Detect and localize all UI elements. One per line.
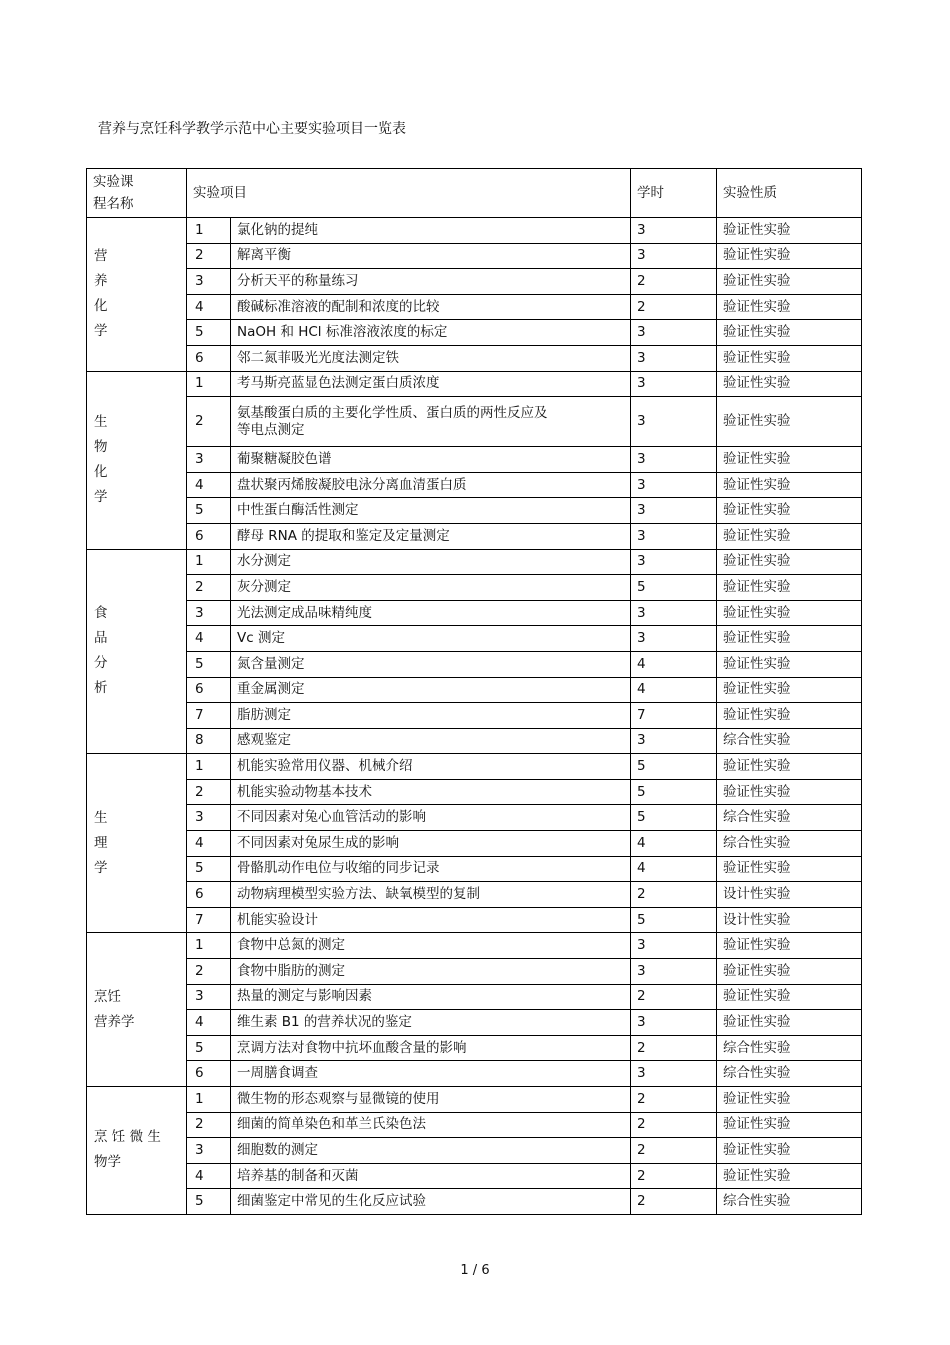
item-name-cell: 细菌鉴定中常见的生化反应试验 <box>231 1189 631 1215</box>
nature-cell: 验证性实验 <box>717 294 862 320</box>
course-name-cell: 生 理 学 <box>87 754 187 933</box>
table-row <box>87 1138 862 1164</box>
header-nature: 实验性质 <box>717 169 862 218</box>
document-title: 营养与烹饪科学教学示范中心主要实验项目一览表 <box>98 121 406 137</box>
table-row <box>87 320 862 346</box>
table-row <box>87 1112 862 1138</box>
course-name-cell: 烹饪 营养学 <box>87 933 187 1087</box>
table-row <box>87 728 862 754</box>
item-name-cell: 感观鉴定 <box>231 728 631 754</box>
nature-cell: 设计性实验 <box>717 882 862 908</box>
item-number-cell: 3 <box>187 805 231 831</box>
item-number-cell: 6 <box>187 677 231 703</box>
item-number-cell: 2 <box>187 779 231 805</box>
hours-cell: 3 <box>631 218 717 244</box>
item-name-cell: 机能实验动物基本技术 <box>231 779 631 805</box>
item-name-cell: 氯化钠的提纯 <box>231 218 631 244</box>
item-number-cell: 2 <box>187 397 231 447</box>
header-course: 实验课 程名称 <box>87 169 187 218</box>
item-name-cell: 细胞数的测定 <box>231 1138 631 1164</box>
hours-cell: 5 <box>631 575 717 601</box>
item-name-cell: 不同因素对兔心血管活动的影响 <box>231 805 631 831</box>
table-body <box>87 169 862 1215</box>
nature-cell: 验证性实验 <box>717 549 862 575</box>
table-row <box>87 831 862 857</box>
nature-cell: 综合性实验 <box>717 728 862 754</box>
table-row <box>87 754 862 780</box>
table-row <box>87 933 862 959</box>
hours-cell: 3 <box>631 243 717 269</box>
item-number-cell: 1 <box>187 933 231 959</box>
nature-cell: 验证性实验 <box>717 397 862 447</box>
table-row <box>87 397 862 447</box>
hours-cell: 3 <box>631 320 717 346</box>
hours-cell: 3 <box>631 626 717 652</box>
hours-cell: 3 <box>631 523 717 549</box>
item-number-cell: 6 <box>187 1061 231 1087</box>
item-name-cell: 脂肪测定 <box>231 703 631 729</box>
table-header-row <box>87 169 862 218</box>
hours-cell: 7 <box>631 703 717 729</box>
hours-cell: 2 <box>631 1138 717 1164</box>
nature-cell: 验证性实验 <box>717 600 862 626</box>
item-name-cell: 中性蛋白酶活性测定 <box>231 498 631 524</box>
table-row <box>87 856 862 882</box>
item-name-cell: 盘状聚丙烯胺凝胶电泳分离血清蛋白质 <box>231 472 631 498</box>
nature-cell: 验证性实验 <box>717 959 862 985</box>
hours-cell: 5 <box>631 754 717 780</box>
nature-cell: 验证性实验 <box>717 320 862 346</box>
hours-cell: 3 <box>631 345 717 371</box>
item-name-cell: 细菌的简单染色和革兰氏染色法 <box>231 1112 631 1138</box>
nature-cell: 验证性实验 <box>717 1112 862 1138</box>
item-number-cell: 4 <box>187 294 231 320</box>
item-number-cell: 5 <box>187 1189 231 1215</box>
item-name-cell: 分析天平的称量练习 <box>231 269 631 295</box>
item-number-cell: 5 <box>187 320 231 346</box>
nature-cell: 验证性实验 <box>717 933 862 959</box>
item-number-cell: 5 <box>187 1035 231 1061</box>
hours-cell: 3 <box>631 933 717 959</box>
hours-cell: 2 <box>631 1112 717 1138</box>
header-hours: 学时 <box>631 169 717 218</box>
hours-cell: 5 <box>631 805 717 831</box>
nature-cell: 验证性实验 <box>717 371 862 397</box>
table-row <box>87 1189 862 1215</box>
hours-cell: 2 <box>631 269 717 295</box>
page-number: 1 / 6 <box>460 1263 490 1278</box>
hours-cell: 2 <box>631 1087 717 1113</box>
hours-cell: 2 <box>631 294 717 320</box>
table-row <box>87 1061 862 1087</box>
item-number-cell: 8 <box>187 728 231 754</box>
experiment-table <box>86 168 862 1215</box>
course-name-cell: 食 品 分 析 <box>87 549 187 754</box>
table-row <box>87 984 862 1010</box>
table-row <box>87 703 862 729</box>
item-number-cell: 3 <box>187 1138 231 1164</box>
item-number-cell: 1 <box>187 549 231 575</box>
hours-cell: 4 <box>631 651 717 677</box>
item-name-cell: 解离平衡 <box>231 243 631 269</box>
item-number-cell: 7 <box>187 907 231 933</box>
item-name-cell: 机能实验设计 <box>231 907 631 933</box>
item-name-cell: 骨骼肌动作电位与收缩的同步记录 <box>231 856 631 882</box>
item-name-cell: 食物中脂肪的测定 <box>231 959 631 985</box>
hours-cell: 3 <box>631 728 717 754</box>
nature-cell: 验证性实验 <box>717 269 862 295</box>
item-number-cell: 4 <box>187 472 231 498</box>
course-name-cell: 营 养 化 学 <box>87 218 187 372</box>
item-name-cell: 不同因素对兔尿生成的影响 <box>231 831 631 857</box>
item-number-cell: 3 <box>187 447 231 473</box>
nature-cell: 综合性实验 <box>717 1061 862 1087</box>
table-row <box>87 805 862 831</box>
table-row <box>87 218 862 244</box>
table-row <box>87 1035 862 1061</box>
hours-cell: 3 <box>631 371 717 397</box>
nature-cell: 验证性实验 <box>717 703 862 729</box>
course-name-cell: 烹 饪 微 生 物学 <box>87 1087 187 1215</box>
table-row <box>87 959 862 985</box>
item-name-cell: 葡聚糖凝胶色谱 <box>231 447 631 473</box>
nature-cell: 综合性实验 <box>717 831 862 857</box>
nature-cell: 验证性实验 <box>717 677 862 703</box>
item-number-cell: 6 <box>187 345 231 371</box>
nature-cell: 综合性实验 <box>717 1189 862 1215</box>
table-row <box>87 371 862 397</box>
table-row <box>87 523 862 549</box>
item-name-cell: 灰分测定 <box>231 575 631 601</box>
table-row <box>87 269 862 295</box>
table-row <box>87 882 862 908</box>
item-number-cell: 2 <box>187 243 231 269</box>
table-row <box>87 549 862 575</box>
nature-cell: 验证性实验 <box>717 1087 862 1113</box>
table-row <box>87 294 862 320</box>
nature-cell: 验证性实验 <box>717 779 862 805</box>
item-name-cell: 水分测定 <box>231 549 631 575</box>
hours-cell: 2 <box>631 1189 717 1215</box>
nature-cell: 验证性实验 <box>717 575 862 601</box>
hours-cell: 2 <box>631 984 717 1010</box>
hours-cell: 2 <box>631 1163 717 1189</box>
item-number-cell: 5 <box>187 856 231 882</box>
hours-cell: 3 <box>631 498 717 524</box>
item-name-cell: 酵母 RNA 的提取和鉴定及定量测定 <box>231 523 631 549</box>
item-number-cell: 2 <box>187 575 231 601</box>
item-name-cell: 氨基酸蛋白质的主要化学性质、蛋白质的两性反应及 等电点测定 <box>231 397 631 447</box>
nature-cell: 验证性实验 <box>717 523 862 549</box>
item-name-cell: 动物病理模型实验方法、缺氧模型的复制 <box>231 882 631 908</box>
nature-cell: 验证性实验 <box>717 1163 862 1189</box>
nature-cell: 验证性实验 <box>717 498 862 524</box>
item-name-cell: 培养基的制备和灭菌 <box>231 1163 631 1189</box>
table-row <box>87 677 862 703</box>
nature-cell: 验证性实验 <box>717 472 862 498</box>
nature-cell: 综合性实验 <box>717 1035 862 1061</box>
table-row <box>87 907 862 933</box>
hours-cell: 3 <box>631 397 717 447</box>
item-number-cell: 1 <box>187 371 231 397</box>
item-number-cell: 4 <box>187 626 231 652</box>
nature-cell: 验证性实验 <box>717 754 862 780</box>
hours-cell: 2 <box>631 882 717 908</box>
header-project: 实验项目 <box>187 169 631 218</box>
item-name-cell: 邻二氮菲吸光光度法测定铁 <box>231 345 631 371</box>
table-row <box>87 472 862 498</box>
nature-cell: 验证性实验 <box>717 651 862 677</box>
item-name-cell: 机能实验常用仪器、机械介绍 <box>231 754 631 780</box>
hours-cell: 5 <box>631 779 717 805</box>
hours-cell: 2 <box>631 1035 717 1061</box>
hours-cell: 3 <box>631 1010 717 1036</box>
item-name-cell: 考马斯亮蓝显色法测定蛋白质浓度 <box>231 371 631 397</box>
table-row <box>87 779 862 805</box>
item-name-cell: Vc 测定 <box>231 626 631 652</box>
hours-cell: 3 <box>631 959 717 985</box>
table-row <box>87 575 862 601</box>
hours-cell: 4 <box>631 831 717 857</box>
item-name-cell: 酸碱标准溶液的配制和浓度的比较 <box>231 294 631 320</box>
hours-cell: 3 <box>631 600 717 626</box>
item-number-cell: 2 <box>187 1112 231 1138</box>
table-row <box>87 600 862 626</box>
item-number-cell: 1 <box>187 754 231 780</box>
table-row <box>87 651 862 677</box>
nature-cell: 验证性实验 <box>717 1138 862 1164</box>
item-name-cell: 热量的测定与影响因素 <box>231 984 631 1010</box>
nature-cell: 验证性实验 <box>717 345 862 371</box>
nature-cell: 验证性实验 <box>717 218 862 244</box>
nature-cell: 验证性实验 <box>717 626 862 652</box>
hours-cell: 3 <box>631 472 717 498</box>
item-name-cell: 烹调方法对食物中抗坏血酸含量的影响 <box>231 1035 631 1061</box>
nature-cell: 验证性实验 <box>717 856 862 882</box>
item-name-cell: 微生物的形态观察与显微镜的使用 <box>231 1087 631 1113</box>
item-number-cell: 3 <box>187 600 231 626</box>
table-row <box>87 1010 862 1036</box>
hours-cell: 3 <box>631 1061 717 1087</box>
table-row <box>87 243 862 269</box>
table-row <box>87 626 862 652</box>
item-name-cell: 维生素 B1 的营养状况的鉴定 <box>231 1010 631 1036</box>
item-number-cell: 1 <box>187 1087 231 1113</box>
table-row <box>87 345 862 371</box>
hours-cell: 5 <box>631 907 717 933</box>
hours-cell: 4 <box>631 677 717 703</box>
hours-cell: 3 <box>631 549 717 575</box>
nature-cell: 验证性实验 <box>717 447 862 473</box>
hours-cell: 3 <box>631 447 717 473</box>
item-name-cell: NaOH 和 HCl 标准溶液浓度的标定 <box>231 320 631 346</box>
item-number-cell: 4 <box>187 831 231 857</box>
nature-cell: 设计性实验 <box>717 907 862 933</box>
item-number-cell: 5 <box>187 651 231 677</box>
item-number-cell: 3 <box>187 984 231 1010</box>
nature-cell: 验证性实验 <box>717 243 862 269</box>
item-number-cell: 3 <box>187 269 231 295</box>
item-number-cell: 2 <box>187 959 231 985</box>
item-number-cell: 4 <box>187 1010 231 1036</box>
item-name-cell: 重金属测定 <box>231 677 631 703</box>
nature-cell: 验证性实验 <box>717 1010 862 1036</box>
table-row <box>87 498 862 524</box>
item-number-cell: 1 <box>187 218 231 244</box>
item-name-cell: 一周膳食调查 <box>231 1061 631 1087</box>
hours-cell: 4 <box>631 856 717 882</box>
table-row <box>87 1163 862 1189</box>
item-name-cell: 食物中总氮的测定 <box>231 933 631 959</box>
item-number-cell: 6 <box>187 523 231 549</box>
item-number-cell: 5 <box>187 498 231 524</box>
item-number-cell: 7 <box>187 703 231 729</box>
table-row <box>87 1087 862 1113</box>
course-name-cell: 生 物 化 学 <box>87 371 187 549</box>
item-name-cell: 光法测定成品味精纯度 <box>231 600 631 626</box>
item-number-cell: 6 <box>187 882 231 908</box>
nature-cell: 综合性实验 <box>717 805 862 831</box>
nature-cell: 验证性实验 <box>717 984 862 1010</box>
item-number-cell: 4 <box>187 1163 231 1189</box>
table-row <box>87 447 862 473</box>
item-name-cell: 氮含量测定 <box>231 651 631 677</box>
